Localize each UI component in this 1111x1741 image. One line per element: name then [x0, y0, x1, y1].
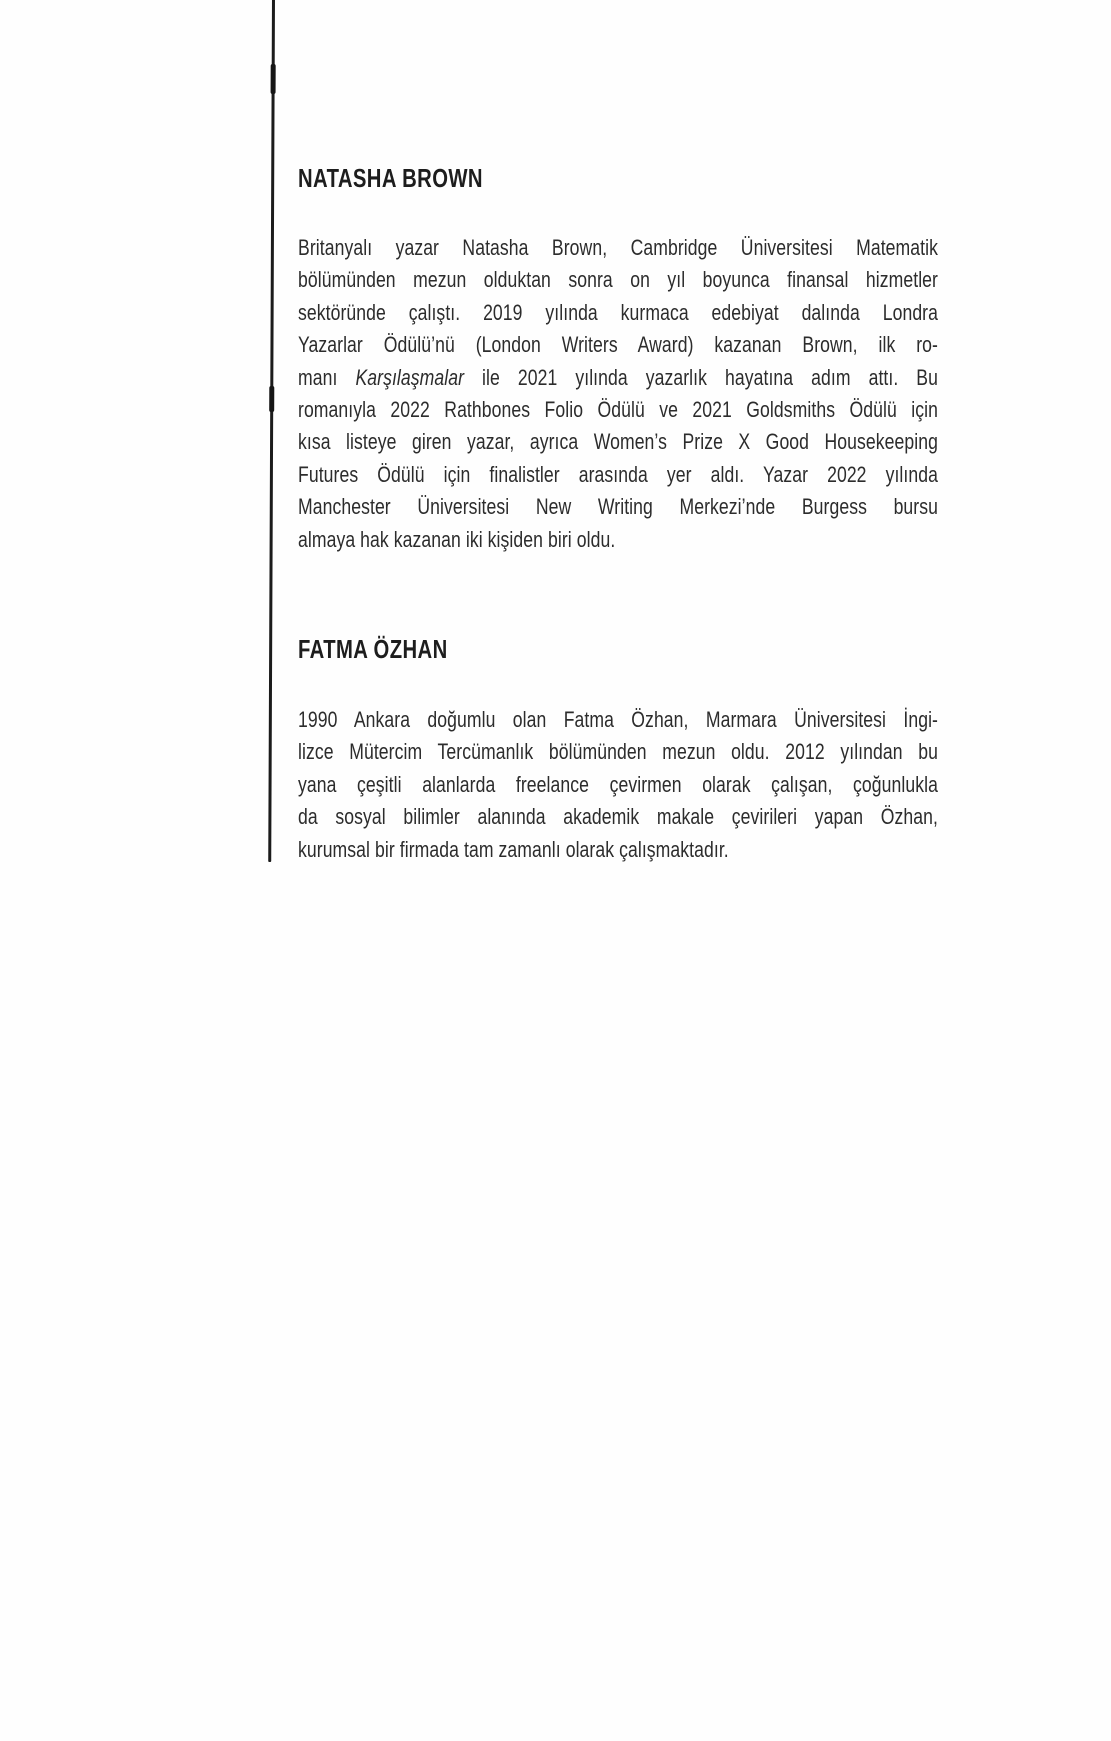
author-bio-fatma-ozhan — [298, 704, 938, 866]
bio-text-line: lizce Mütercim Tercümanlık bölümünden mezun oldu. 2012 yılından bu — [298, 739, 938, 765]
bio-text-segment: manı — [298, 364, 356, 390]
bio-text-line: almaya hak kazanan iki kişiden biri oldu. — [298, 526, 616, 552]
bio-text-line: kurumsal bir firmada tam zamanlı olarak çalışmaktadır. — [298, 836, 729, 862]
author-heading-fatma-ozhan: FATMA ÖZHAN — [298, 634, 448, 664]
bio-text-line: Yazarlar Ödülü’nü (London Writers Award) kazanan Brown, ilk ro- — [298, 332, 938, 358]
bio-text-line: Futures Ödülü için finalistler arasında yer aldı. Yazar 2022 yılında — [298, 461, 938, 487]
bio-text-segment: ile 2021 yılında yazarlık hayatına adım attı. Bu — [464, 364, 938, 390]
bio-text-line: Britanyalı yazar Natasha Brown, Cambridge Üniversitesi Matematik — [298, 235, 938, 260]
bio-text-line: 1990 Ankara doğumlu olan Fatma Özhan, Marmara Üniversitesi İngi- — [298, 707, 938, 732]
author-bio-natasha-brown — [298, 232, 938, 556]
bio-text-line: da sosyal bilimler alanında akademik makale çevirileri yapan Özhan, — [298, 804, 938, 830]
bio-text-line: bölümünden mezun olduktan sonra on yıl boyunca finansal hizmetler — [298, 267, 938, 293]
page-binding-line — [268, 0, 275, 862]
book-title-karsilasmalar: Karşılaşmalar — [355, 364, 465, 390]
author-heading-natasha-brown: NATASHA BROWN — [298, 163, 483, 193]
bio-text-line: romanıyla 2022 Rathbones Folio Ödülü ve 2021 Goldsmiths Ödülü için — [298, 396, 938, 422]
bio-text-line: Manchester Üniversitesi New Writing Merkezi’nde Burgess bursu — [298, 494, 938, 520]
bio-text-line-with-book-title — [298, 362, 938, 394]
bio-text-line: yana çeşitli alanlarda freelance çevirmen olarak çalışan, çoğunlukla — [298, 771, 938, 797]
bio-text-line: kısa listeye giren yazar, ayrıca Women’s Prize X Good Housekeeping — [298, 429, 938, 455]
bio-text-line: sektöründe çalıştı. 2019 yılında kurmaca edebiyat dalında Londra — [298, 299, 938, 325]
